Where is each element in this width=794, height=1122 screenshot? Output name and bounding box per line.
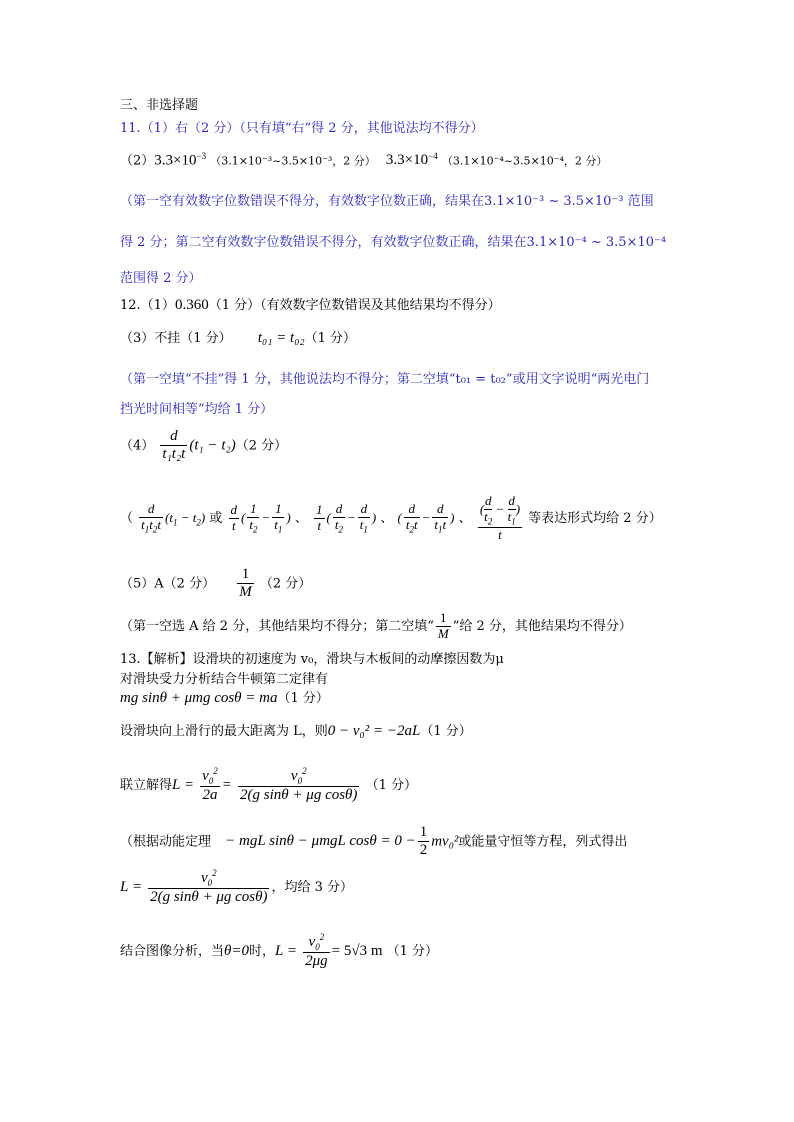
q12-note5-fraction: $\frac{1}{M}$ — [437, 610, 449, 641]
q13-line1: 13.【解析】设滑块的初速度为 v₀，滑块与木板间的动摩擦因数为μ — [120, 652, 504, 667]
q12-alt-or: 或 — [209, 510, 223, 526]
q12-part5-num: 1 — [237, 566, 254, 584]
q13-eq3-frac1: $\frac{v_0^2}{2a}$ — [202, 766, 218, 804]
q12-part4-prefix: （4） — [120, 438, 155, 454]
q13-eq5-score: （1 分） — [386, 943, 439, 959]
q12-note5-a: （第一空选 A 给 2 分，其他结果均不得分；第二空填“ — [120, 618, 434, 634]
q11-line2 — [120, 152, 607, 168]
q12-part3-score: （1 分） — [304, 331, 357, 346]
q11-line1-text: 11.（1）右（2 分）（只有填“右”得 2 分，其他说法均不得分） — [120, 121, 484, 136]
q13-line8-mid: 时， — [249, 943, 276, 959]
q12-line1 — [120, 298, 501, 313]
alt-expr-1: $\frac{d}{t_1t_2t}$ — [141, 500, 162, 535]
q12-line3 — [120, 331, 356, 346]
q11-note2: （3.1×10⁻⁴~3.5×10⁻⁴，2 分） — [441, 154, 608, 168]
q11-exp2: −4 — [428, 151, 438, 161]
q12-note-b: 挡光时间相等”均给 1 分） — [120, 402, 274, 417]
q13-line5-prefix: 联立解得 — [120, 777, 173, 793]
q11-exp1: −3 — [196, 151, 207, 161]
alt-expr-3: $\frac{1}{t}$ — [316, 501, 323, 533]
q12-note5-b: ”给 2 分，其他结果均不得分） — [452, 618, 632, 634]
q13-line4-prefix: 设滑块向上滑行的最大距离为 L，则 — [120, 724, 328, 739]
q11-note1: （3.1×10⁻³~3.5×10⁻³，2 分） — [210, 154, 376, 168]
q12-note-a: （第一空填“不挂”得 1 分，其他说法均不得分；第二空填“t₀₁ = t₀₂”或用文字说明“两光电门 — [120, 372, 650, 387]
q13-line7: L = $\frac{v_0^2}{\text{2(g sinθ + μg cosθ)}}$ ，均给 3 分） — [120, 868, 354, 906]
q12-part5-den: M — [239, 584, 252, 601]
q13-eq4: − mgL sinθ − μmgL cosθ = 0 − — [225, 833, 416, 850]
alt-expr-1-tail: $(t_1 - t_2)$ — [165, 509, 206, 528]
q13-eq1: mg sinθ + μmg cosθ = ma — [120, 690, 278, 706]
q11-part2-prefix: （2） — [120, 153, 155, 169]
q11-value1: 3.3×10 — [154, 152, 197, 169]
q13-line2: 对滑块受力分析结合牛顿第二定律有 — [120, 672, 329, 687]
q13-eq1-line — [120, 691, 329, 706]
q12-alt-suffix: 等表达形式均给 2 分） — [528, 510, 662, 526]
q12-part3-eq: t₀₁ = t₀₂ — [257, 330, 305, 346]
q12-alt-sep-2: 、 — [380, 510, 394, 526]
q13-line6-prefix: （根据动能定理 — [120, 834, 212, 850]
q12-part4-num: d — [160, 428, 187, 446]
q12-part4-score: （2 分） — [235, 438, 288, 454]
q12-alt-sep-1: 、 — [294, 510, 308, 526]
q12-alt-open: （ — [120, 510, 134, 526]
q11-note-a: （第一空有效数字位数错误不得分，有效数字位数正确，结果在3.1×10⁻³ ~ 3.5×10⁻³ 范围 — [120, 194, 654, 209]
alt-expr-2: $\frac{d}{t}$ — [230, 501, 238, 533]
q12-part4 — [120, 428, 287, 464]
q13-line4 — [120, 724, 472, 739]
q12-alt-line: （ $\frac{d}{t_1t_2t}$ $(t_1 - t_2)$ 或 $\frac{d}{t}$ ( $\frac{1}{t_2}$ − $\frac{1}{t_1}$ ) 、 $\frac{1}{t}$ ( $\frac{d}{t_2}$ − $\frac{d}{t_1}$ ) 、 ( $\frac{d}{t_2t}$ − $\frac{d}{t_1t}$ ) 、 ( $\frac{d}{t_2}$ − $\frac{d}{t_1}$ ) t 等表达形式均给 2 分） — [120, 493, 662, 542]
q13-line8-prefix: 结合图像分析，当 — [120, 943, 225, 959]
q12-part5-prefix: （5）A（2 分） — [120, 576, 216, 592]
q12-part4-tail: (t₁ − t₂) — [189, 437, 236, 454]
q13-eq1-score: （1 分） — [277, 691, 329, 706]
section-title: 三、非选择题 — [120, 98, 199, 113]
q12-part5-score: （2 分） — [259, 576, 312, 592]
q12-part4-fraction — [160, 428, 187, 464]
q13-eq2-score: （1 分） — [420, 724, 472, 739]
q12-part5 — [120, 566, 311, 602]
q13-eq3-score: （1 分） — [365, 777, 417, 793]
q12-part5-fraction — [237, 566, 254, 602]
q13-eq5-frac: $\frac{v_0^2}{2\mu g}$ — [305, 932, 328, 970]
q13-line5: 联立解得L = $\frac{v_0^2}{2a}$ = $\frac{v_0^2}{\text{2(g sinθ + μg cosθ)}}$ （1 分） — [120, 766, 417, 804]
q12-note5 — [120, 611, 632, 642]
q13-eq4-frac: $\frac{1}{2}$ — [419, 824, 428, 859]
q13-line6 — [120, 824, 627, 860]
q13-eq4-tail: mv₀² — [431, 833, 459, 850]
q13-eq2: 0 − v₀² = −2aL — [327, 723, 421, 739]
q13-line8-cond: θ=0 — [224, 942, 250, 959]
alt-expr-5: ( $\frac{d}{t_2}$ − $\frac{d}{t_1}$ ) t — [479, 493, 521, 542]
q13-line7-suffix: ，均给 3 分） — [271, 879, 354, 895]
q13-eq5-result: = 5√3 m — [331, 942, 383, 959]
q12-part1-suffix: （1 分）（有效数字位数错误及其他结果均不得分） — [208, 298, 501, 313]
q12-part1-prefix: 12.（1） — [120, 298, 175, 313]
q13-line8: 结合图像分析，当θ=0时，L = $\frac{v_0^2}{2\mu g}$ = 5√3 m （1 分） — [120, 932, 439, 970]
q12-alt-sep-3: 、 — [458, 510, 472, 526]
q13-eq3-frac2: $\frac{v_0^2}{\text{2(g sinθ + μg cosθ)}}$ — [240, 766, 358, 804]
q12-part3-prefix: （3）不挂（1 分） — [120, 331, 232, 346]
q13-line6-suffix: 或能量守恒等方程，列式得出 — [458, 834, 628, 850]
q11-value2: 3.3×10 — [385, 152, 429, 169]
q12-value: 0.360 — [174, 297, 209, 313]
alt-expr-4: ( — [397, 509, 402, 525]
q12-part4-den: t₁t₂t — [162, 446, 186, 463]
q11-note-c: 范围得 2 分） — [120, 271, 202, 286]
q11-note-b: 得 2 分；第二空有效数字位数错误不得分，有效数字位数正确，结果在3.1×10⁻⁴ ~ 3.5×10⁻⁴ — [120, 235, 667, 250]
q13-eq-frac3: $\frac{v_0^2}{\text{2(g sinθ + μg cosθ)}}$ — [150, 868, 268, 906]
q11-line1 — [120, 122, 484, 135]
